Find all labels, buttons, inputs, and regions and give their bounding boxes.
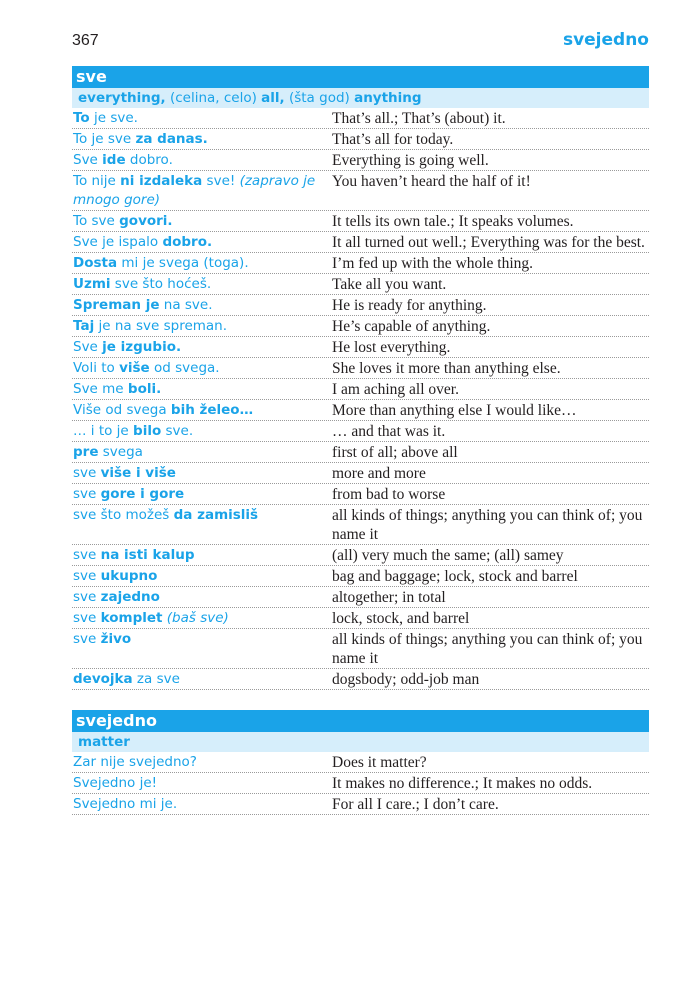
translation: Does it matter? (332, 754, 427, 771)
translation: lock, stock, and barrel (332, 610, 470, 627)
text-segment: dobro. (125, 152, 173, 168)
example-row (72, 337, 649, 358)
page-number: 367 (72, 32, 99, 49)
sense-segment: (šta god) (284, 90, 355, 106)
text-segment: Uzmi (73, 276, 111, 292)
example-row (72, 484, 649, 505)
example-row (72, 773, 649, 794)
text-segment: To (73, 110, 90, 126)
example-row (72, 253, 649, 274)
page-header (72, 30, 649, 56)
example-row (72, 608, 649, 629)
text-segment: ide (102, 152, 126, 168)
example-row (72, 442, 649, 463)
example-row (72, 400, 649, 421)
translation: More than anything else I would like… (332, 402, 577, 419)
translation: It makes no difference.; It makes no odds. (332, 775, 593, 792)
example-row (72, 274, 649, 295)
entry-rows (72, 752, 649, 815)
text-segment: Svejedno je! (73, 775, 158, 791)
source-phrase (72, 172, 332, 210)
example-row (72, 587, 649, 608)
example-row (72, 752, 649, 773)
example-row (72, 295, 649, 316)
text-segment: je na sve spreman. (94, 318, 228, 334)
text-segment: … i to je (73, 423, 134, 439)
text-segment: sve (73, 465, 101, 481)
entry-svejedno (72, 710, 649, 815)
text-segment: To je sve (73, 131, 136, 147)
source-phrase (72, 151, 332, 170)
text-segment: sve (73, 568, 101, 584)
source-phrase (72, 753, 332, 772)
text-segment: boli. (127, 381, 162, 397)
example-row (72, 171, 649, 211)
example-row (72, 566, 649, 587)
source-phrase (72, 233, 332, 252)
source-phrase (72, 485, 332, 504)
translation: He’s capable of anything. (332, 318, 491, 335)
text-segment: Sve je ispalo (73, 234, 163, 250)
text-segment: To sve (73, 213, 120, 229)
text-segment: sve (73, 589, 101, 605)
source-phrase (72, 795, 332, 814)
text-segment: Više od svega (73, 402, 171, 418)
example-row (72, 211, 649, 232)
source-phrase (72, 567, 332, 586)
text-segment: više (119, 360, 150, 376)
text-segment: zajedno (100, 589, 160, 605)
example-row (72, 463, 649, 484)
source-phrase (72, 338, 332, 357)
translation: bag and baggage; lock, stock and barrel (332, 568, 578, 585)
source-phrase (72, 317, 332, 336)
text-segment: Zar nije svejedno? (73, 754, 197, 770)
sense-segment: matter (78, 734, 130, 750)
example-row (72, 108, 649, 129)
text-segment: sve (73, 547, 101, 563)
translation: That’s all for today. (332, 131, 454, 148)
text-segment: ni izdaleka (120, 173, 203, 189)
translation: all kinds of things; anything you can think of; you name it (332, 631, 643, 667)
translation: more and more (332, 465, 426, 482)
sense-segment: (celina, celo) (165, 90, 262, 106)
text-segment: Voli to (73, 360, 120, 376)
text-segment: Taj (73, 318, 95, 334)
source-phrase (72, 380, 332, 399)
example-row (72, 545, 649, 566)
source-phrase (72, 609, 332, 628)
text-segment: govori. (119, 213, 173, 229)
source-phrase (72, 296, 332, 315)
entry-rows (72, 108, 649, 690)
text-segment: bilo (133, 423, 162, 439)
sense-segment: everything, (78, 90, 166, 106)
source-phrase (72, 546, 332, 565)
text-segment: sve (73, 631, 101, 647)
text-segment: sve što hoćeš. (110, 276, 212, 292)
source-phrase (72, 506, 332, 544)
translation: I am aching all over. (332, 381, 459, 398)
source-phrase (72, 254, 332, 273)
source-phrase (72, 359, 332, 378)
sense-bar (72, 88, 649, 108)
example-row (72, 358, 649, 379)
text-segment: za danas. (135, 131, 208, 147)
text-segment: dobro. (162, 234, 213, 250)
source-phrase (72, 275, 332, 294)
example-row (72, 316, 649, 337)
example-row (72, 421, 649, 442)
translation: (all) very much the same; (all) samey (332, 547, 564, 564)
text-segment: To nije (73, 173, 121, 189)
translation: all kinds of things; anything you can think of; you name it (332, 507, 643, 543)
text-segment: Svejedno mi je. (73, 796, 178, 812)
text-segment: na sve. (159, 297, 213, 313)
text-segment: devojka (73, 671, 133, 687)
source-phrase (72, 464, 332, 483)
text-segment: Sve (73, 339, 103, 355)
text-segment: svega (98, 444, 143, 460)
translation: first of all; above all (332, 444, 458, 461)
text-segment: sve! (202, 173, 240, 189)
translation: That’s all.; That’s (about) it. (332, 110, 506, 127)
translation: For all I care.; I don’t care. (332, 796, 499, 813)
text-segment: pre (73, 444, 99, 460)
example-row (72, 150, 649, 171)
text-segment: za sve (132, 671, 180, 687)
text-segment: gore i gore (100, 486, 185, 502)
source-phrase (72, 774, 332, 793)
translation: from bad to worse (332, 486, 446, 503)
headword-bar: svejedno (72, 710, 649, 732)
text-segment: Dosta (73, 255, 118, 271)
source-phrase (72, 670, 332, 689)
translation: I’m fed up with the whole thing. (332, 255, 534, 272)
example-row (72, 379, 649, 400)
example-row (72, 232, 649, 253)
example-row (72, 669, 649, 690)
text-segment: Sve (73, 152, 103, 168)
translation: He lost everything. (332, 339, 451, 356)
source-phrase (72, 588, 332, 607)
source-phrase (72, 443, 332, 462)
text-segment: Sve me (73, 381, 128, 397)
text-segment: je sve. (89, 110, 138, 126)
text-segment: sve što možeš (73, 507, 174, 523)
sense-segment: anything (354, 90, 422, 106)
sense-bar (72, 732, 649, 752)
text-segment: (zapravo je mnogo gore) (73, 173, 316, 208)
sense-segment: all, (261, 90, 285, 106)
example-row (72, 794, 649, 815)
translation: dogsbody; odd-job man (332, 671, 480, 688)
entry-sve (72, 66, 649, 690)
running-head: svejedno (562, 30, 649, 50)
source-phrase (72, 109, 332, 128)
text-segment: da zamisliš (173, 507, 259, 523)
text-segment: sve (73, 486, 101, 502)
text-segment: Spreman je (73, 297, 160, 313)
text-segment: sve (73, 610, 101, 626)
translation: It tells its own tale.; It speaks volumes. (332, 213, 574, 230)
example-row (72, 129, 649, 150)
translation: … and that was it. (332, 423, 446, 440)
translation: You haven’t heard the half of it! (332, 173, 531, 190)
example-row (72, 629, 649, 669)
translation: altogether; in total (332, 589, 446, 606)
source-phrase (72, 630, 332, 668)
text-segment: ukupno (100, 568, 158, 584)
source-phrase (72, 401, 332, 420)
translation: It all turned out well.; Everything was for the best. (332, 234, 645, 251)
text-segment: komplet (100, 610, 163, 626)
text-segment: je izgubio. (102, 339, 182, 355)
headword-bar: sve (72, 66, 649, 88)
source-phrase (72, 130, 332, 149)
translation: Take all you want. (332, 276, 447, 293)
source-phrase (72, 212, 332, 231)
text-segment: od svega. (149, 360, 220, 376)
example-row (72, 505, 649, 545)
text-segment: na isti kalup (100, 547, 195, 563)
text-segment: živo (100, 631, 132, 647)
translation: He is ready for anything. (332, 297, 487, 314)
translation: Everything is going well. (332, 152, 489, 169)
text-segment: bih želeo… (170, 402, 254, 418)
text-segment: sve. (161, 423, 194, 439)
source-phrase (72, 422, 332, 441)
text-segment: mi je svega (toga). (117, 255, 249, 271)
translation: She loves it more than anything else. (332, 360, 561, 377)
text-segment: više i više (100, 465, 176, 481)
text-segment: (baš sve) (166, 610, 229, 626)
